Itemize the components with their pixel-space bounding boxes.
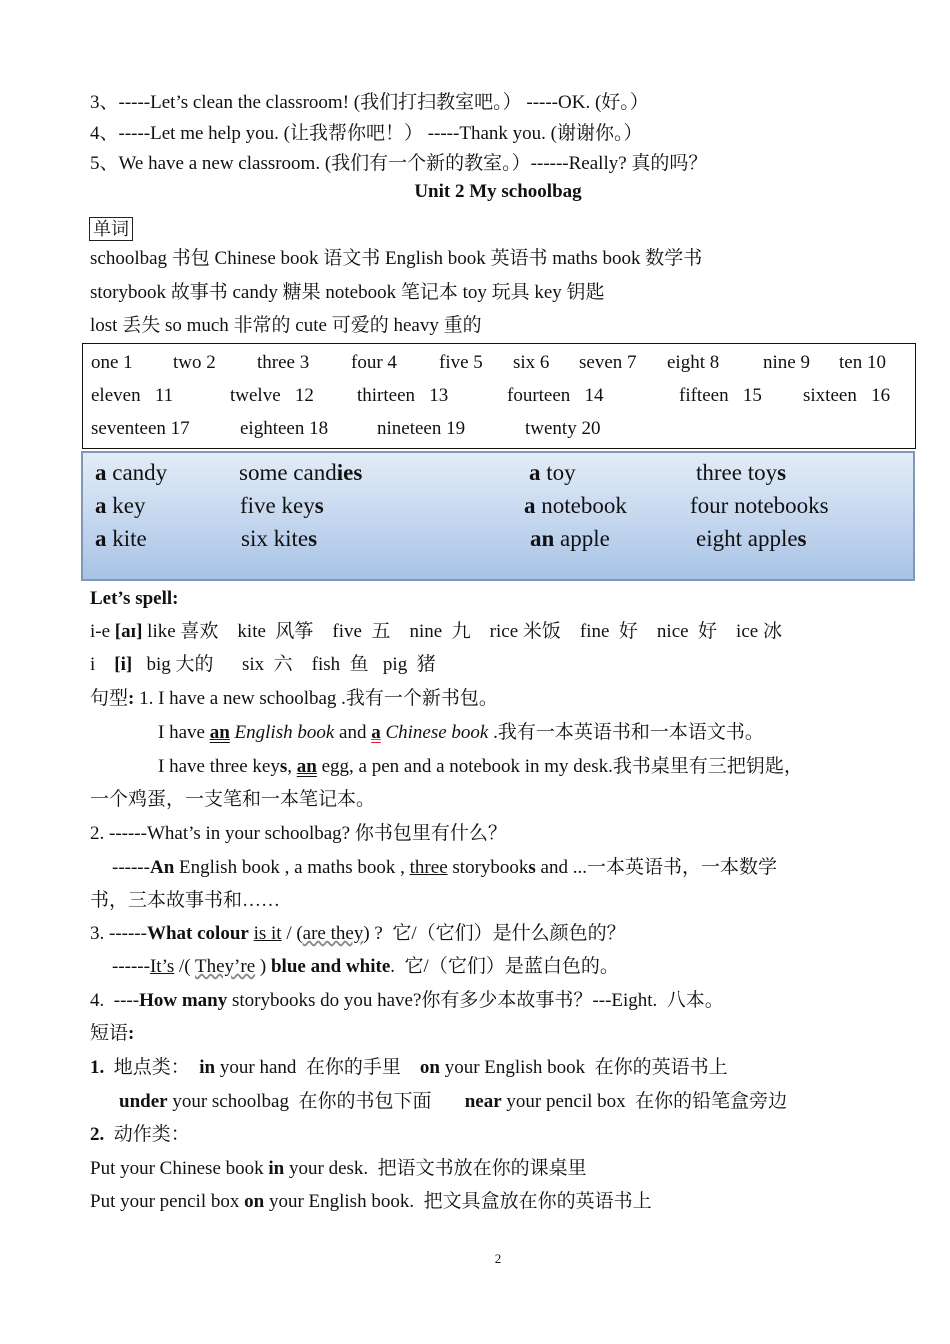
spell-title: Let’s spell: bbox=[90, 588, 179, 609]
vocab-label: 单词 bbox=[89, 217, 133, 241]
pattern-4: 4. ----How many storybooks do you have?你有多少本故事书？---Eight. 八本。 bbox=[90, 990, 724, 1011]
phrases-heading: 短语: bbox=[90, 1023, 135, 1044]
phrases-action-heading: 2. 动作类： bbox=[90, 1124, 190, 1145]
number-item: two 2 bbox=[173, 352, 216, 373]
spell-ie-line: i-e [aɪ] like 喜欢 kite 风筝 five 五 nine 九 rice 米饭 fine 好 nice 好 ice 冰 bbox=[90, 621, 782, 642]
number-item: sixteen 16 bbox=[803, 385, 891, 406]
plural-singular: a candy bbox=[95, 460, 168, 485]
vocab-line-3: lost 丢失 so much 非常的 cute 可爱的 heavy 重的 bbox=[90, 315, 482, 336]
vocab-line-2: storybook 故事书 candy 糖果 notebook 笔记本 toy 玩具 key 钥匙 bbox=[90, 282, 605, 303]
number-item: twelve 12 bbox=[230, 385, 314, 406]
vocab-line-1: schoolbag 书包 Chinese book 语文书 English book 英语书 maths book 数学书 bbox=[90, 248, 703, 269]
phrases-action-1: Put your Chinese book in your desk. 把语文书放在你的课桌里 bbox=[90, 1158, 587, 1179]
plural-singular: a notebook bbox=[524, 493, 627, 518]
number-item: seventeen 17 bbox=[91, 418, 190, 439]
plural-form: three toys bbox=[696, 460, 787, 485]
pattern-2b-cont: 书，三本故事书和…… bbox=[90, 890, 281, 911]
number-item: three 3 bbox=[257, 352, 310, 373]
pattern-1c: I have three keys, an egg, a pen and a notebook in my desk.我书桌里有三把钥匙， bbox=[158, 756, 803, 777]
number-item: seven 7 bbox=[579, 352, 637, 373]
pattern-2b: ------An English book , a maths book , three storybooks and ...一本英语书，一本数学 bbox=[112, 857, 777, 878]
plural-form: four notebooks bbox=[690, 493, 829, 518]
phrases-action-2: Put your pencil box on your English book. 把文具盒放在你的英语书上 bbox=[90, 1191, 652, 1212]
pattern-2: 2. ------What’s in your schoolbag? 你书包里有什么？ bbox=[90, 823, 507, 844]
pattern-1: 句型: 1. I have a new schoolbag .我有一个新书包。 bbox=[90, 688, 498, 709]
number-item: six 6 bbox=[513, 352, 550, 373]
number-item: eight 8 bbox=[667, 352, 720, 373]
phonetic-i: [i] bbox=[114, 654, 133, 675]
number-item: one 1 bbox=[91, 352, 133, 373]
number-item: five 5 bbox=[439, 352, 483, 373]
number-item: twenty 20 bbox=[525, 418, 601, 439]
unit-title: Unit 2 My schoolbag bbox=[414, 181, 582, 202]
plural-form: six kites bbox=[241, 526, 318, 551]
number-item: fourteen 14 bbox=[507, 385, 604, 406]
dialogue-line-3: 3、-----Let’s clean the classroom! (我们打扫教室吧。） -----OK. (好。） bbox=[90, 92, 649, 113]
phrases-place-1: 1. 地点类： in your hand 在你的手里 on your English book 在你的英语书上 bbox=[90, 1057, 728, 1078]
phonetic-ai: [aɪ] bbox=[114, 621, 143, 642]
number-item: four 4 bbox=[351, 352, 397, 373]
spell-i-line: i [i] big 大的 six 六 fish 鱼 pig 猪 bbox=[90, 654, 436, 675]
pattern-3b: ------It’s /( They’re ) blue and white. 它/（它们）是蓝白色的。 bbox=[112, 956, 619, 977]
number-item: thirteen 13 bbox=[357, 385, 449, 406]
numbers-box bbox=[82, 343, 916, 449]
plural-form: eight apples bbox=[696, 526, 807, 551]
pattern-3: 3. ------What colour is it / (are they) ? 它/（它们）是什么颜色的？ bbox=[90, 923, 626, 944]
plural-singular: a kite bbox=[95, 526, 147, 551]
plural-singular: a key bbox=[95, 493, 146, 518]
pattern-1c-cont: 一个鸡蛋，一支笔和一本笔记本。 bbox=[90, 789, 376, 810]
dialogue-line-5: 5、We have a new classroom. (我们有一个新的教室。）------Really? 真的吗？ bbox=[90, 153, 708, 174]
plural-form: some candies bbox=[239, 460, 363, 485]
plural-form: five keys bbox=[240, 493, 324, 518]
number-item: eleven 11 bbox=[91, 385, 174, 406]
page-number: 2 bbox=[494, 1251, 502, 1266]
number-item: nine 9 bbox=[763, 352, 810, 373]
dialogue-line-4: 4、-----Let me help you. (让我帮你吧！） -----Thank you. (谢谢你。） bbox=[90, 123, 643, 144]
plural-singular: a toy bbox=[529, 460, 576, 485]
pattern-1b: I have an English book and a Chinese book .我有一本英语书和一本语文书。 bbox=[158, 722, 764, 743]
number-item: nineteen 19 bbox=[377, 418, 466, 439]
number-item: ten 10 bbox=[839, 352, 886, 373]
number-item: fifteen 15 bbox=[679, 385, 762, 406]
phrases-place-2: under your schoolbag 在你的书包下面 near your pencil box 在你的铅笔盒旁边 bbox=[119, 1091, 788, 1112]
number-item: eighteen 18 bbox=[240, 418, 329, 439]
plural-singular: an apple bbox=[530, 526, 610, 551]
plurals-box bbox=[81, 451, 915, 581]
